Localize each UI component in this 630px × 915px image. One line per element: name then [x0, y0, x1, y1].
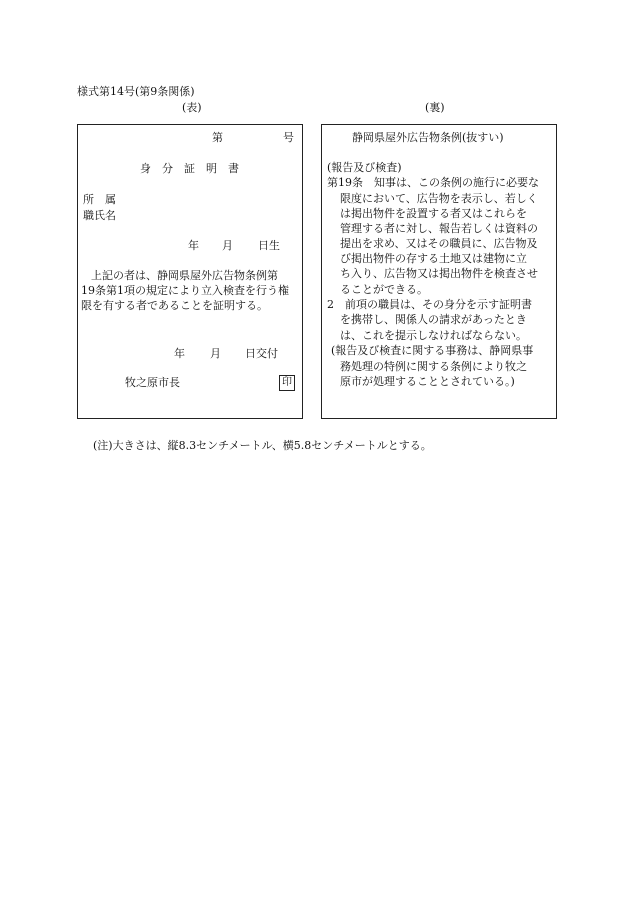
ordinance-title: 静岡県屋外広告物条例(抜すい): [352, 131, 504, 144]
issue-day: 日交付: [245, 347, 278, 360]
back-line-1: (報告及び検査): [327, 161, 402, 174]
issuer: 牧之原市長: [125, 376, 180, 389]
back-line-9: ることができる。: [340, 283, 428, 296]
back-line-6: 提出を求め、又はその職員に、広告物及: [340, 237, 538, 250]
back-line-14: 務処理の特例に関する条例により牧之: [340, 360, 527, 373]
issue-year: 年: [174, 347, 185, 360]
seal-stamp: 印: [279, 375, 295, 391]
certificate-title: 身 分 証 明 書: [140, 162, 239, 175]
name-label: 職氏名: [83, 209, 116, 222]
body-line-3: 限を有する者であることを証明する。: [81, 299, 268, 312]
back-line-13: (報告及び検査に関する事務は、静岡県事: [331, 344, 534, 357]
back-line-15: 原市が処理することとされている。): [340, 375, 515, 388]
issue-month: 月: [210, 347, 221, 360]
back-line-10: 2 前項の職員は、その身分を示す証明書: [327, 298, 532, 311]
number-suffix: 号: [283, 131, 294, 144]
body-line-1: 上記の者は、静岡県屋外広告物条例第: [91, 269, 278, 282]
back-line-8: ち入り、広告物又は掲出物件を検査させ: [340, 267, 538, 280]
size-note: (注)大きさは、縦8.3センチメートル、横5.8センチメートルとする。: [93, 439, 432, 452]
front-heading: (表): [182, 101, 202, 114]
back-line-2: 第19条 知事は、この条例の施行に必要な: [327, 176, 539, 189]
affiliation-label: 所 属: [83, 193, 116, 206]
back-line-11: を携帯し、関係人の請求があったとき: [340, 313, 527, 326]
body-line-2: 19条第1項の規定により立入検査を行う権: [81, 284, 289, 297]
back-heading: (裏): [425, 101, 445, 114]
back-line-4: は掲出物件を設置する者又はこれらを: [340, 207, 527, 220]
back-line-3: 限度において、広告物を表示し、若しく: [340, 192, 538, 205]
form-label: 様式第14号(第9条関係): [77, 85, 195, 98]
back-line-7: び掲出物件の存する土地又は建物に立: [340, 252, 527, 265]
number-label: 第: [212, 131, 223, 144]
birth-day: 日生: [258, 239, 280, 252]
back-line-5: 管理する者に対し、報告若しくは資料の: [340, 222, 538, 235]
back-line-12: は、これを提示しなければならない。: [340, 329, 527, 342]
birth-year: 年: [188, 239, 199, 252]
birth-month: 月: [222, 239, 233, 252]
